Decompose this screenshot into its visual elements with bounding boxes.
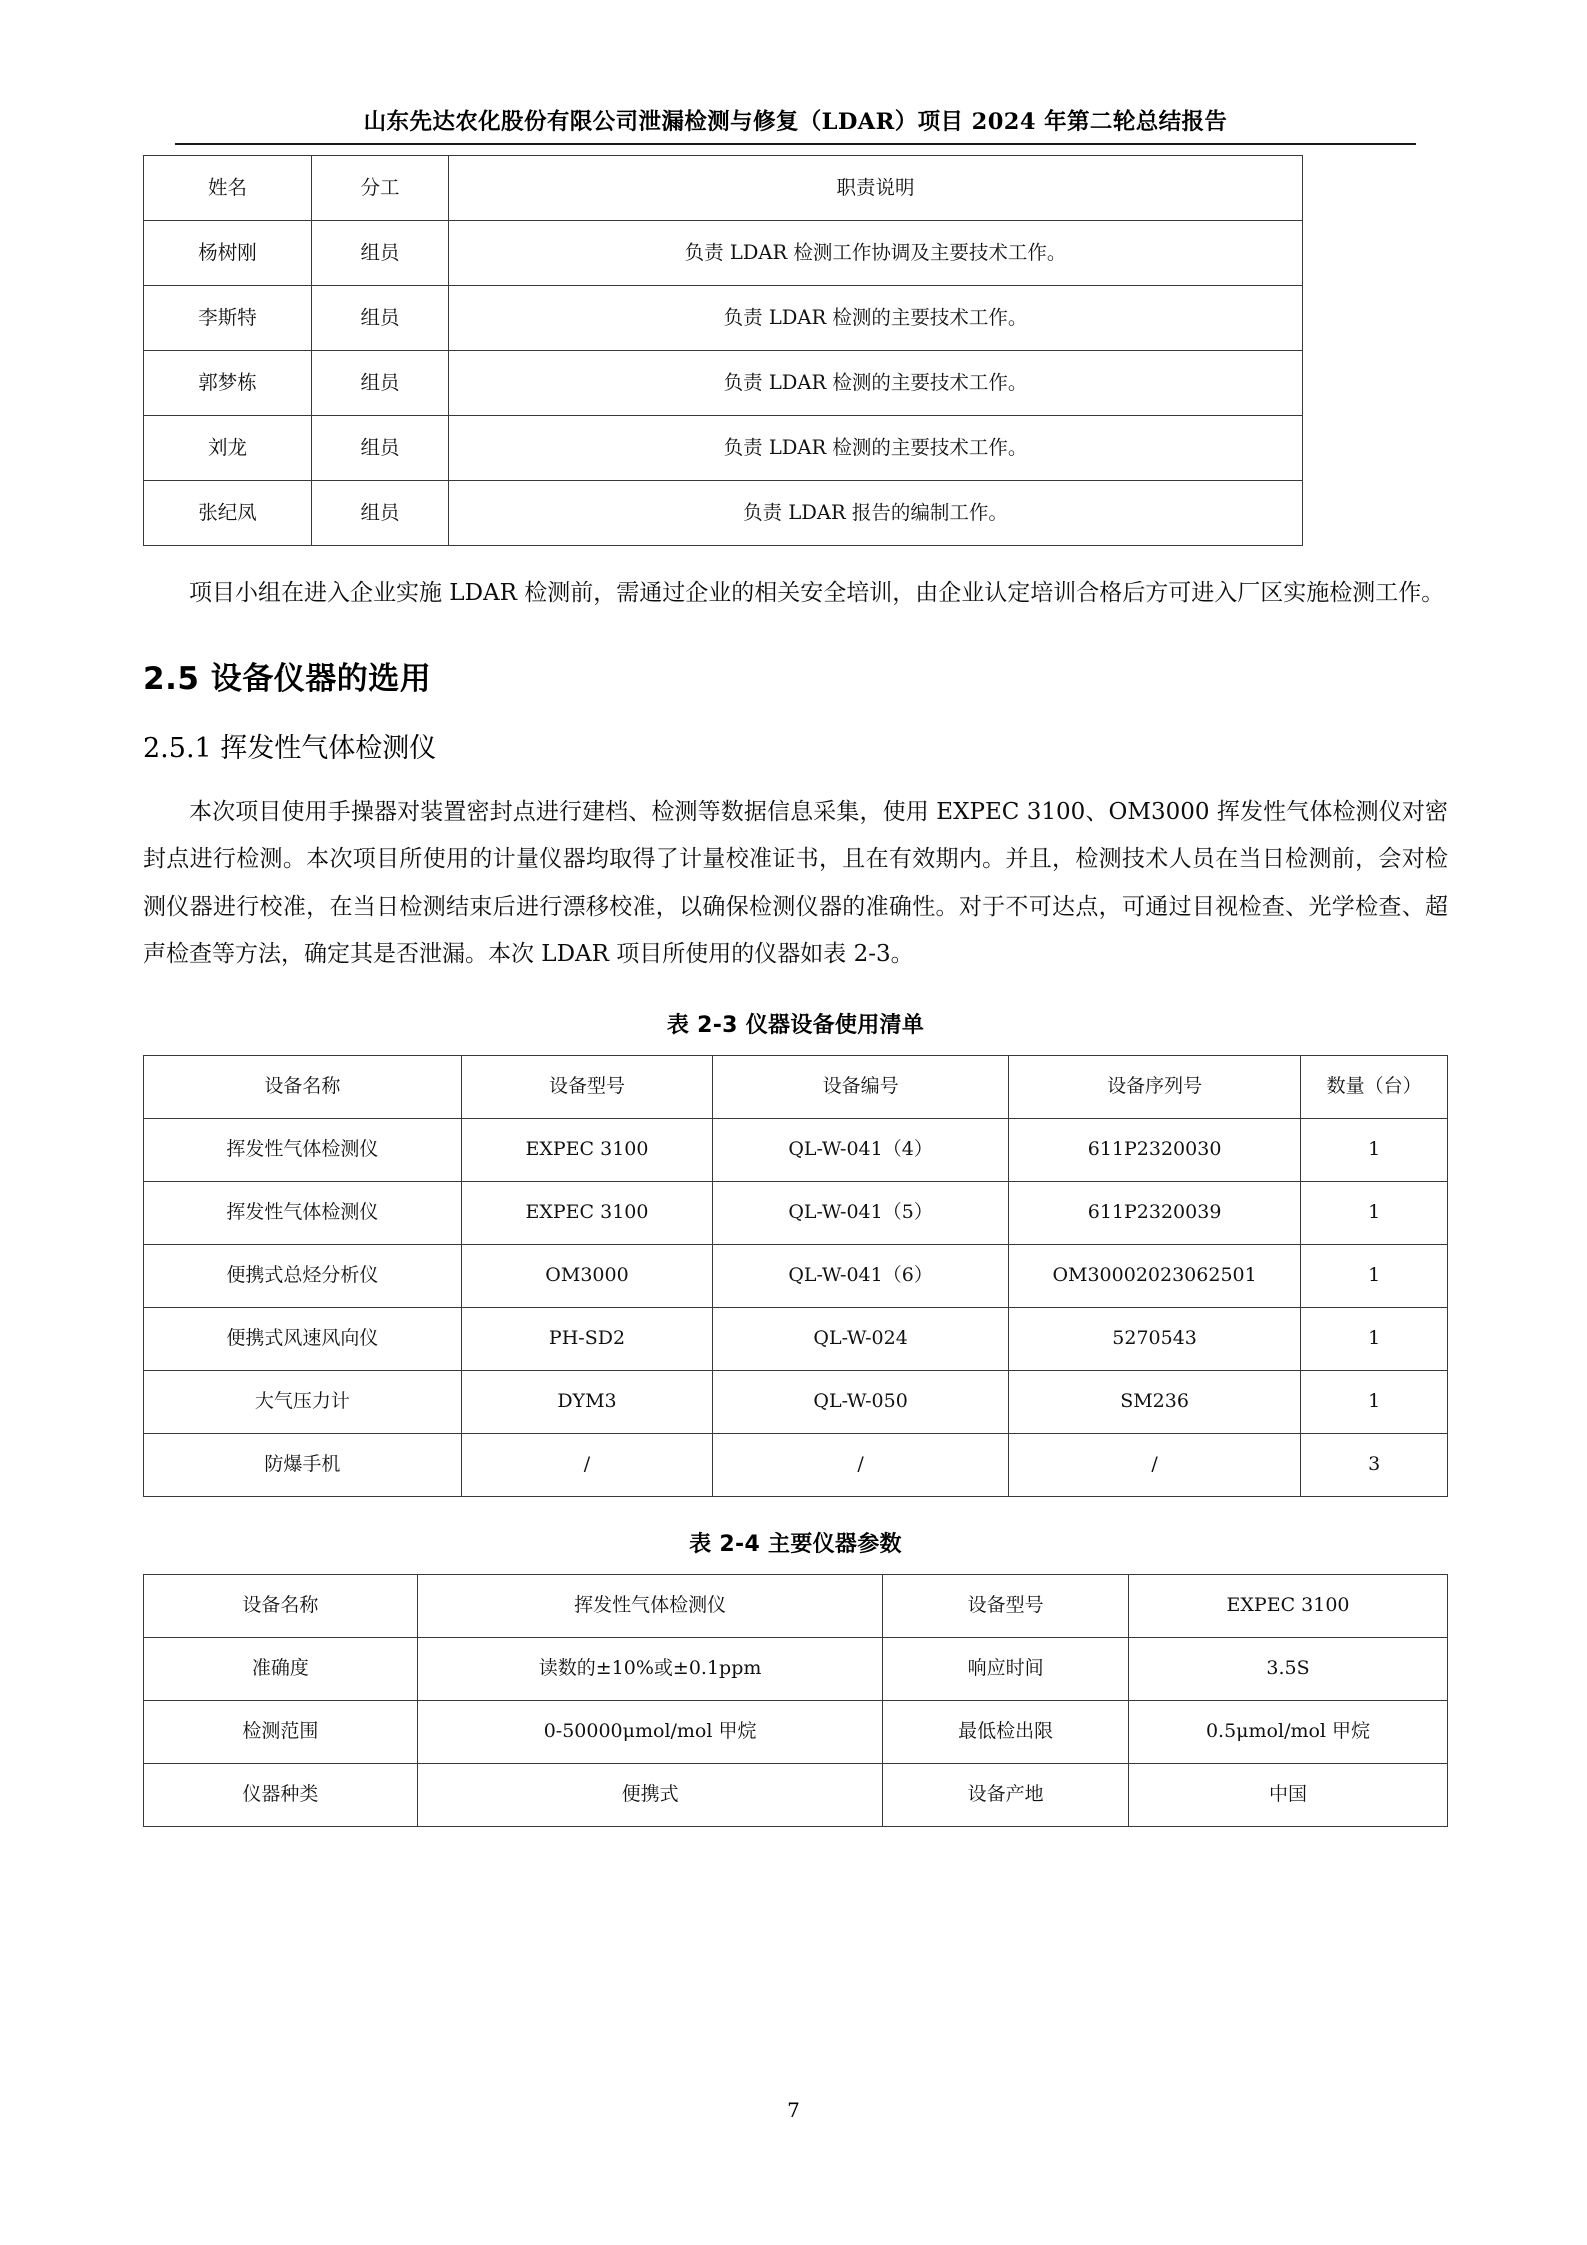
cell-equipment-serial: 611P2320039	[1008, 1181, 1300, 1244]
cell-name: 李斯特	[144, 286, 312, 351]
cell-equipment-qty: 1	[1301, 1370, 1448, 1433]
cell-param-value-2: EXPEC 3100	[1129, 1574, 1448, 1637]
paragraph-safety-training: 项目小组在进入企业实施 LDAR 检测前，需通过企业的相关安全培训，由企业认定培训合格后方可进入厂区实施检测工作。	[189, 580, 1445, 607]
instrument-parameters-table	[143, 1574, 1448, 1827]
header-title: 山东先达农化股份有限公司泄漏检测与修复（LDAR）项目 2024 年第二轮总结报告	[363, 109, 1228, 135]
table-row	[144, 1370, 1448, 1433]
cell-equipment-qty: 1	[1301, 1118, 1448, 1181]
cell-equipment-serial: /	[1008, 1433, 1300, 1496]
heading-subsection-2-5-1: 2.5.1 挥发性气体检测仪	[143, 733, 437, 765]
cell-equipment-model: /	[461, 1433, 713, 1496]
column-header-duty: 职责说明	[449, 156, 1303, 221]
table-row	[144, 1763, 1448, 1826]
caption-table-2-4: 表 2-4 主要仪器参数	[689, 1531, 902, 1557]
cell-equipment-qty: 1	[1301, 1181, 1448, 1244]
table-row	[144, 1244, 1448, 1307]
cell-role: 组员	[312, 221, 449, 286]
cell-equipment-qty: 1	[1301, 1307, 1448, 1370]
table-header-row	[144, 1055, 1448, 1118]
cell-equipment-model: PH-SD2	[461, 1307, 713, 1370]
cell-role: 组员	[312, 416, 449, 481]
cell-param-value-2: 0.5μmol/mol 甲烷	[1129, 1700, 1448, 1763]
table-row	[144, 286, 1303, 351]
table-row	[144, 1118, 1448, 1181]
table-row	[144, 1307, 1448, 1370]
cell-name: 张纪凤	[144, 481, 312, 546]
table-row	[144, 221, 1303, 286]
column-header-equipment-model: 设备型号	[461, 1055, 713, 1118]
paragraph-block-1	[143, 570, 1448, 617]
cell-equipment-serial: SM236	[1008, 1370, 1300, 1433]
cell-param-value-2: 中国	[1129, 1763, 1448, 1826]
cell-equipment-qty: 3	[1301, 1433, 1448, 1496]
table-row	[144, 351, 1303, 416]
cell-equipment-model: EXPEC 3100	[461, 1118, 713, 1181]
table-row	[144, 416, 1303, 481]
column-header-equipment-code: 设备编号	[713, 1055, 1009, 1118]
team-roster-table	[143, 155, 1303, 546]
cell-param-label: 检测范围	[144, 1700, 418, 1763]
cell-equipment-serial: 611P2320030	[1008, 1118, 1300, 1181]
page-content	[143, 0, 1448, 1827]
column-header-equipment-qty: 数量（台）	[1301, 1055, 1448, 1118]
cell-param-label: 设备名称	[144, 1574, 418, 1637]
table-header-row	[144, 156, 1303, 221]
cell-equipment-name: 大气压力计	[144, 1370, 462, 1433]
cell-param-label: 准确度	[144, 1637, 418, 1700]
cell-equipment-name: 防爆手机	[144, 1433, 462, 1496]
cell-equipment-code: /	[713, 1433, 1009, 1496]
caption-table-2-3: 表 2-3 仪器设备使用清单	[666, 1012, 925, 1038]
cell-duty: 负责 LDAR 报告的编制工作。	[449, 481, 1303, 546]
column-header-role: 分工	[312, 156, 449, 221]
cell-equipment-name: 便携式总烃分析仪	[144, 1244, 462, 1307]
table-row	[144, 1433, 1448, 1496]
cell-param-label-2: 最低检出限	[883, 1700, 1129, 1763]
cell-param-value: 便携式	[417, 1763, 882, 1826]
cell-duty: 负责 LDAR 检测工作协调及主要技术工作。	[449, 221, 1303, 286]
cell-name: 刘龙	[144, 416, 312, 481]
heading-section-2-5: 2.5 设备仪器的选用	[143, 661, 432, 698]
cell-param-value: 挥发性气体检测仪	[417, 1574, 882, 1637]
cell-equipment-model: DYM3	[461, 1370, 713, 1433]
cell-duty: 负责 LDAR 检测的主要技术工作。	[449, 416, 1303, 481]
cell-equipment-code: QL-W-041（4）	[713, 1118, 1009, 1181]
cell-equipment-code: QL-W-050	[713, 1370, 1009, 1433]
running-header	[143, 0, 1448, 145]
cell-equipment-qty: 1	[1301, 1244, 1448, 1307]
cell-duty: 负责 LDAR 检测的主要技术工作。	[449, 351, 1303, 416]
cell-equipment-code: QL-W-041（6）	[713, 1244, 1009, 1307]
table-row	[144, 1700, 1448, 1763]
table-row	[144, 1574, 1448, 1637]
column-header-name: 姓名	[144, 156, 312, 221]
cell-role: 组员	[312, 481, 449, 546]
paragraph-block-2	[143, 789, 1448, 978]
cell-name: 杨树刚	[144, 221, 312, 286]
paragraph-instrumentation: 本次项目使用手操器对装置密封点进行建档、检测等数据信息采集，使用 EXPEC 3100、OM3000 挥发性气体检测仪对密封点进行检测。本次项目所使用的计量仪器均取得了计量校准证书，且在有效期内。并且，检测技术人员在当日检测前，会对检测仪器进行校准，在当日检测结束后进行漂移校准，以确保检测仪器的准确性。对于不可达点，可通过目视检查、光学检查、超声检查等方法，确定其是否泄漏。本次 LDAR 项目所使用的仪器如表 2-3。	[143, 799, 1448, 967]
cell-equipment-code: QL-W-041（5）	[713, 1181, 1009, 1244]
column-header-equipment-name: 设备名称	[144, 1055, 462, 1118]
cell-equipment-name: 挥发性气体检测仪	[144, 1181, 462, 1244]
cell-param-label: 仪器种类	[144, 1763, 418, 1826]
table-row	[144, 481, 1303, 546]
cell-param-label-2: 设备产地	[883, 1763, 1129, 1826]
cell-name: 郭梦栋	[144, 351, 312, 416]
cell-param-value: 0-50000μmol/mol 甲烷	[417, 1700, 882, 1763]
equipment-list-table	[143, 1055, 1448, 1497]
cell-equipment-model: EXPEC 3100	[461, 1181, 713, 1244]
cell-equipment-name: 挥发性气体检测仪	[144, 1118, 462, 1181]
cell-equipment-name: 便携式风速风向仪	[144, 1307, 462, 1370]
cell-equipment-model: OM3000	[461, 1244, 713, 1307]
cell-param-value-2: 3.5S	[1129, 1637, 1448, 1700]
cell-equipment-serial: OM30002023062501	[1008, 1244, 1300, 1307]
cell-duty: 负责 LDAR 检测的主要技术工作。	[449, 286, 1303, 351]
cell-param-label-2: 设备型号	[883, 1574, 1129, 1637]
cell-equipment-serial: 5270543	[1008, 1307, 1300, 1370]
cell-param-label-2: 响应时间	[883, 1637, 1129, 1700]
column-header-equipment-serial: 设备序列号	[1008, 1055, 1300, 1118]
cell-role: 组员	[312, 351, 449, 416]
cell-param-value: 读数的±10%或±0.1ppm	[417, 1637, 882, 1700]
cell-equipment-code: QL-W-024	[713, 1307, 1009, 1370]
cell-role: 组员	[312, 286, 449, 351]
table-row	[144, 1637, 1448, 1700]
table-row	[144, 1181, 1448, 1244]
page-number: 7	[787, 2098, 800, 2122]
header-divider	[175, 143, 1416, 145]
